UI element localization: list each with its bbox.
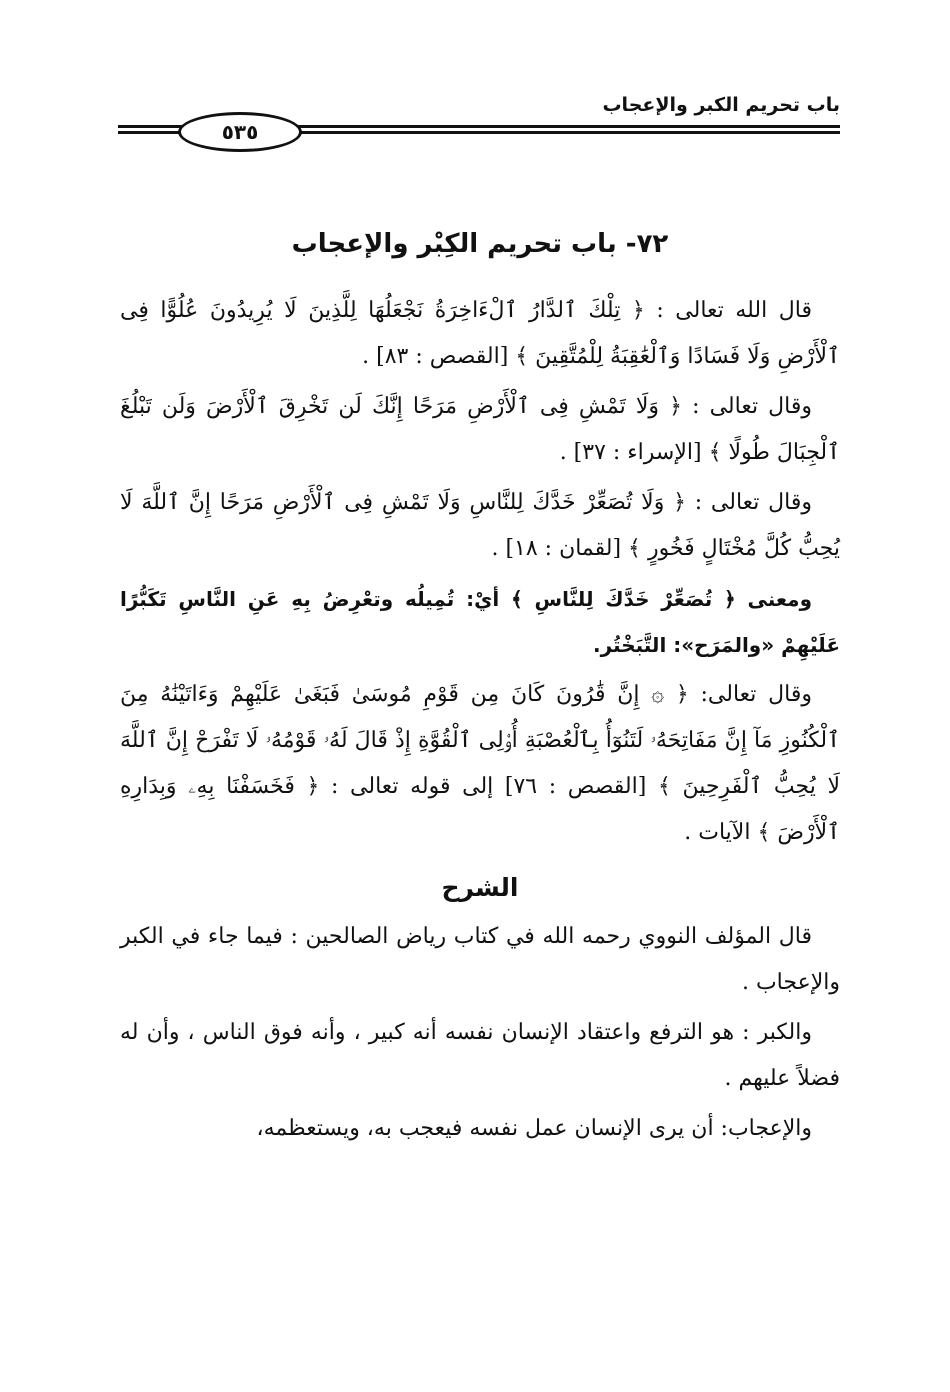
- page-number: ٥٣٥: [178, 112, 302, 152]
- page-header: [118, 92, 840, 152]
- paragraph-verse-luqman: وقال تعالى : ﴿ وَلَا تُصَعِّرْ خَدَّكَ لِلنَّاسِ وَلَا تَمْشِ فِى ٱلْأَرْضِ مَرَحًا إِنَّ ٱللَّهَ لَا يُحِبُّ كُلَّ مُخْتَالٍ فَخُورٍ ﴾ [لقمان : ١٨] .: [120, 490, 840, 561]
- section-title: الشرح: [441, 873, 519, 902]
- commentary-paragraph: قال المؤلف النووي رحمه الله في كتاب رياض الصالحين : فيما جاء في الكبر والإعجاب .: [120, 924, 840, 995]
- paragraph-verse-qarun: وقال تعالى: ﴿ ۞ إِنَّ قَٰرُونَ كَانَ مِن قَوْمِ مُوسَىٰ فَبَغَىٰ عَلَيْهِمْ وَءَاتَيْنَٰهُ مِنَ ٱلْكُنُوزِ مَآ إِنَّ مَفَاتِحَهُۥ لَتَنُوٓأُ بِٱلْعُصْبَةِ أُو۟لِى ٱلْقُوَّةِ إِذْ قَالَ لَهُۥ قَوْمُهُۥ لَا تَفْرَحْ إِنَّ ٱللَّهَ لَا يُحِبُّ ٱلْفَرِحِينَ ﴾ [القصص : ٧٦] إلى قوله تعالى : ﴿ فَخَسَفْنَا بِهِۦ وَبِدَارِهِ ٱلْأَرْضَ ﴾ الآيات .: [120, 682, 841, 845]
- paragraph-verse-isra: وقال تعالى : ﴿ وَلَا تَمْشِ فِى ٱلْأَرْضِ مَرَحًا إِنَّكَ لَن تَخْرِقَ ٱلْأَرْضَ وَلَن تَبْلُغَ ٱلْجِبَالَ طُولًا ﴾ [الإسراء : ٣٧] .: [120, 394, 840, 465]
- page-content: [120, 222, 840, 1156]
- commentary-paragraph: والكبر : هو الترفع واعتقاد الإنسان نفسه أنه كبير ، وأنه فوق الناس ، وأن له فضلاً عليهم .: [120, 1020, 840, 1091]
- paragraph-explanation: ومعنى ﴿ تُصَعِّرْ خَدَّكَ لِلنَّاسِ ﴾ أيْ: تُمِيلُه وتعْرِضُ بِهِ عَنِ النَّاسِ تَكَبُّرًا عَلَيْهِمْ «والمَرَح»: التَّبَخْتُر.: [120, 587, 840, 657]
- commentary-paragraph: والإعجاب: أن يرى الإنسان عمل نفسه فيعجب به، ويستعظمه،: [256, 1116, 812, 1141]
- running-title: باب تحريم الكبر والإعجاب: [602, 94, 840, 116]
- chapter-title: ٧٢- باب تحريم الكِبْر والإعجاب: [291, 229, 669, 259]
- paragraph-verse-qasas: قال الله تعالى : ﴿ تِلْكَ ٱلدَّارُ ٱلْءَاخِرَةُ نَجْعَلُهَا لِلَّذِينَ لَا يُرِيدُونَ عُلُوًّا فِى ٱلْأَرْضِ وَلَا فَسَادًا وَٱلْعَٰقِبَةُ لِلْمُتَّقِينَ ﴾ [القصص : ٨٣] .: [120, 298, 840, 369]
